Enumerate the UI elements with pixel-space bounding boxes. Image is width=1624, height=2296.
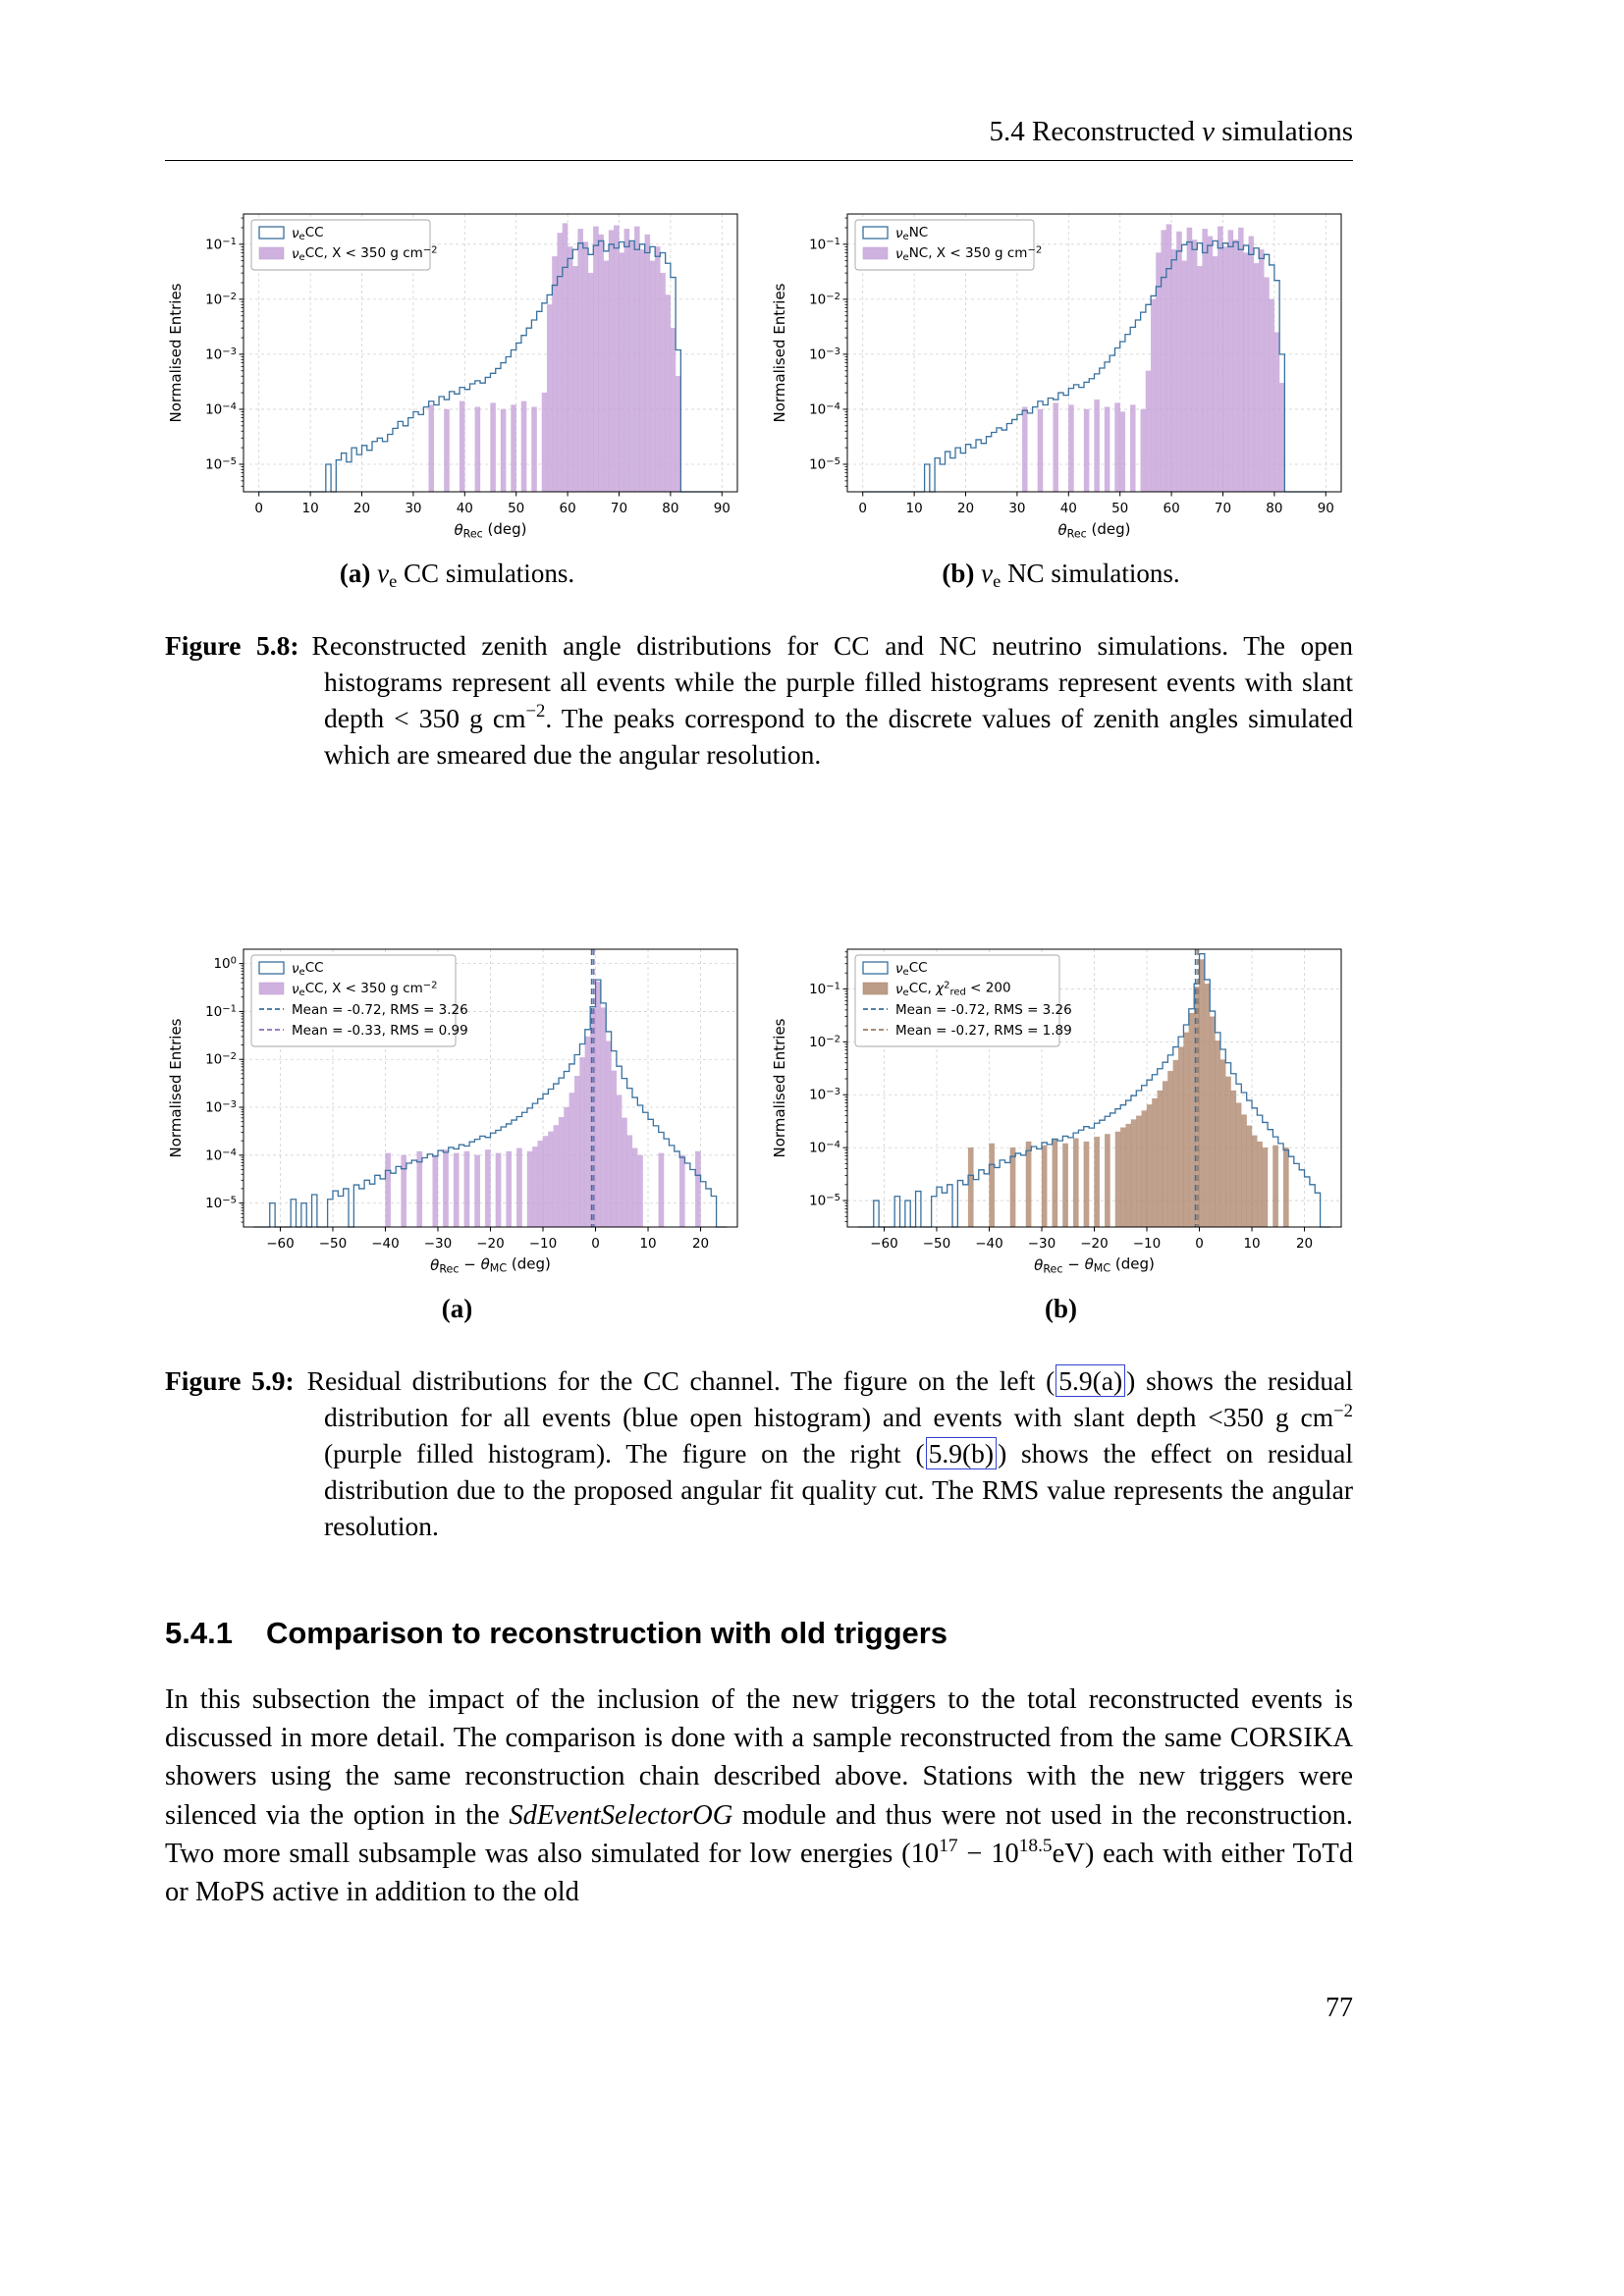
body-paragraph: In this subsection the impact of the inclusion of the new triggers to the total reconstructed events is discussed in more detail. The comparison is done with a sample reconstructed from the same CORSIKA showers using the same reconstruction chain described above. Stations with the new triggers were silenced via the option in the SdEventSelectorOG module and thus were not used in the reconstruction. Two more small subsample was also simulated for low energies $(10^{17} - 10^{18.5}eV)$ each with either ToTd or MoPS active in addition to the old	[165, 1683, 1354, 1908]
figure-5-8-caption	[165, 628, 1353, 773]
figure-5-8b-subcaption: (b) νe NC simulations.	[942, 559, 1180, 591]
svg-text:θRec (deg): θRec (deg)	[1057, 520, 1131, 541]
svg-text:10−5: $10^{-5}$	[205, 455, 237, 473]
chart-58b	[769, 204, 1353, 543]
figure-5-9-caption	[165, 1363, 1353, 1544]
header-rule	[165, 160, 1353, 161]
svg-text:νeNC: νeNC	[895, 225, 929, 243]
figure-5-8-caption-label: Figure 5.8:	[165, 630, 299, 661]
svg-text:νeCC: νeCC	[895, 960, 928, 979]
svg-text:νeCC, χ2red < 200: νeCC, $\chi^2_{red} < 200$	[895, 980, 1011, 999]
section-heading	[165, 1616, 1353, 1651]
chart-59a	[165, 939, 749, 1278]
section-number: 5.4.1	[165, 1615, 233, 1650]
svg-text:−20: −20	[476, 1236, 505, 1253]
svg-text:10−1: $10^{-1}$	[205, 1003, 237, 1021]
svg-text:Mean = -0.27, RMS = 1.89: Mean = -0.27, RMS = 1.89	[895, 1023, 1072, 1040]
svg-text:νeCC: νeCC	[292, 960, 324, 979]
chart-59a-svg	[165, 939, 749, 1278]
svg-text:−30: −30	[1027, 1236, 1056, 1253]
svg-text:10−1: $10^{-1}$	[809, 236, 840, 253]
svg-text:−50: −50	[922, 1236, 951, 1253]
svg-text:50: 50	[1111, 501, 1129, 516]
svg-text:νeCC, X < 350 g cm−2: νeCC, X < 350 g $cm^{-2}$	[292, 981, 438, 999]
svg-text:30: 30	[405, 501, 422, 516]
svg-text:10−3: $10^{-3}$	[809, 1087, 840, 1104]
svg-text:20: 20	[1295, 1236, 1314, 1253]
svg-text:20: 20	[956, 501, 975, 516]
svg-text:Normalised Entries: Normalised Entries	[771, 283, 788, 423]
svg-text:10−5: $10^{-5}$	[809, 455, 840, 473]
figure-5-8-caption-text: Reconstructed zenith angle distributions for CC and NC neutrino simulations. The open histograms represent all events while the purple filled histograms represent events with slant depth < 350 g $cm^{-2}$. The peaks correspond to the discrete values of zenith angles simulated which are smeared due the angular resolution.	[311, 630, 1354, 770]
chart-59b	[769, 939, 1353, 1278]
svg-text:60: 60	[559, 501, 576, 516]
chart-59b-svg	[769, 939, 1353, 1278]
svg-text:10: 10	[639, 1236, 657, 1253]
chart-58b-svg	[769, 204, 1353, 543]
svg-text:70: 70	[610, 501, 628, 516]
svg-text:−60: −60	[266, 1236, 295, 1253]
svg-text:10−1: $10^{-1}$	[809, 981, 840, 998]
running-header-text: 5.4 Reconstructed ν simulations	[989, 116, 1353, 147]
svg-text:20: 20	[352, 501, 371, 516]
svg-text:80: 80	[662, 501, 679, 516]
svg-text:Mean = -0.72, RMS = 3.26: Mean = -0.72, RMS = 3.26	[895, 1002, 1072, 1019]
svg-text:10−5: $10^{-5}$	[809, 1193, 840, 1209]
svg-text:Mean = -0.72, RMS = 3.26: Mean = -0.72, RMS = 3.26	[292, 1002, 468, 1019]
figure-5-9	[165, 939, 1353, 1544]
svg-text:Normalised Entries: Normalised Entries	[771, 1018, 788, 1158]
svg-text:−40: −40	[975, 1236, 1003, 1253]
figure-5-9a-subcaption: (a)	[441, 1294, 473, 1324]
svg-text:10−1: $10^{-1}$	[205, 236, 237, 253]
figure-5-8a-subcaption: (a) νe CC simulations.	[339, 559, 575, 591]
svg-text:10−2: $10^{-2}$	[205, 1051, 237, 1069]
svg-text:−30: −30	[423, 1236, 453, 1253]
svg-text:90: 90	[713, 501, 731, 516]
svg-text:40: 40	[456, 501, 473, 516]
svg-text:0: 0	[254, 501, 264, 516]
svg-text:0: 0	[1195, 1236, 1204, 1253]
svg-text:−40: −40	[371, 1236, 400, 1253]
svg-text:20: 20	[691, 1236, 710, 1253]
svg-text:90: 90	[1317, 501, 1334, 516]
svg-text:−60: −60	[870, 1236, 898, 1253]
figure-5-9b-subcaption: (b)	[1045, 1294, 1077, 1324]
svg-text:−50: −50	[318, 1236, 348, 1253]
svg-text:−10: −10	[528, 1236, 558, 1253]
svg-text:10−4: $10^{-4}$	[205, 1148, 237, 1164]
chart-58a	[165, 204, 749, 543]
svg-text:30: 30	[1008, 501, 1026, 516]
svg-text:νeCC, X < 350 g cm−2: νeCC, X < 350 g $cm^{-2}$	[292, 244, 438, 264]
svg-text:10: 10	[905, 501, 923, 516]
svg-text:θRec − θMC (deg): θRec − θMC (deg)	[430, 1255, 551, 1276]
svg-text:10: 10	[1243, 1236, 1261, 1253]
svg-text:10−4: $10^{-4}$	[809, 400, 840, 418]
svg-text:10−3: $10^{-3}$	[205, 346, 237, 363]
figure-5-8	[165, 204, 1353, 773]
svg-text:−20: −20	[1080, 1236, 1109, 1253]
figure-5-9-caption-label: Figure 5.9:	[165, 1365, 295, 1397]
svg-text:−10: −10	[1132, 1236, 1162, 1253]
svg-text:θRec (deg): θRec (deg)	[454, 520, 527, 541]
svg-text:10−2: $10^{-2}$	[809, 291, 840, 308]
figure-5-9-caption-text: Residual distributions for the CC channel. The figure on the left ( 5.9(a) ) shows the residual distribution for all events (blue open histogram) and events with slant depth <350 g $cm^{-2}$ (purple filled histogram). The figure on the right ( 5.9(b) ) shows the effect on residual distribution due to the proposed angular fit quality cut. The RMS value represents the angular resolution.	[306, 1365, 1353, 1541]
svg-text:60: 60	[1163, 501, 1180, 516]
svg-text:10−2: $10^{-2}$	[205, 291, 237, 308]
svg-text:θRec − θMC (deg): θRec − θMC (deg)	[1034, 1255, 1155, 1276]
svg-text:10: 10	[301, 501, 319, 516]
svg-text:40: 40	[1059, 501, 1077, 516]
svg-text:70: 70	[1214, 501, 1232, 516]
svg-text:50: 50	[508, 501, 525, 516]
section-title: Comparison to reconstruction with old triggers	[265, 1615, 948, 1650]
running-header	[165, 0, 1353, 148]
svg-text:100: $10^0$	[213, 956, 237, 973]
page-number: 77	[1326, 1993, 1353, 2023]
svg-text:νeNC, X < 350 g cm−2: νeNC, X < 350 g $cm^{-2}$	[895, 244, 1043, 264]
svg-text:10−4: $10^{-4}$	[205, 400, 237, 418]
chart-58a-svg	[165, 204, 749, 543]
svg-text:Normalised Entries: Normalised Entries	[167, 283, 185, 423]
svg-text:0: 0	[858, 501, 868, 516]
svg-text:10−4: $10^{-4}$	[809, 1140, 840, 1157]
svg-text:10−3: $10^{-3}$	[809, 346, 840, 363]
svg-text:Normalised Entries: Normalised Entries	[167, 1018, 185, 1158]
svg-text:0: 0	[591, 1236, 600, 1253]
svg-text:80: 80	[1266, 501, 1283, 516]
svg-text:10−5: $10^{-5}$	[205, 1195, 237, 1212]
svg-text:10−2: $10^{-2}$	[809, 1034, 840, 1051]
svg-text:νeCC: νeCC	[292, 225, 324, 243]
svg-text:Mean = -0.33, RMS = 0.99: Mean = -0.33, RMS = 0.99	[292, 1023, 468, 1040]
svg-text:10−3: $10^{-3}$	[205, 1099, 237, 1116]
